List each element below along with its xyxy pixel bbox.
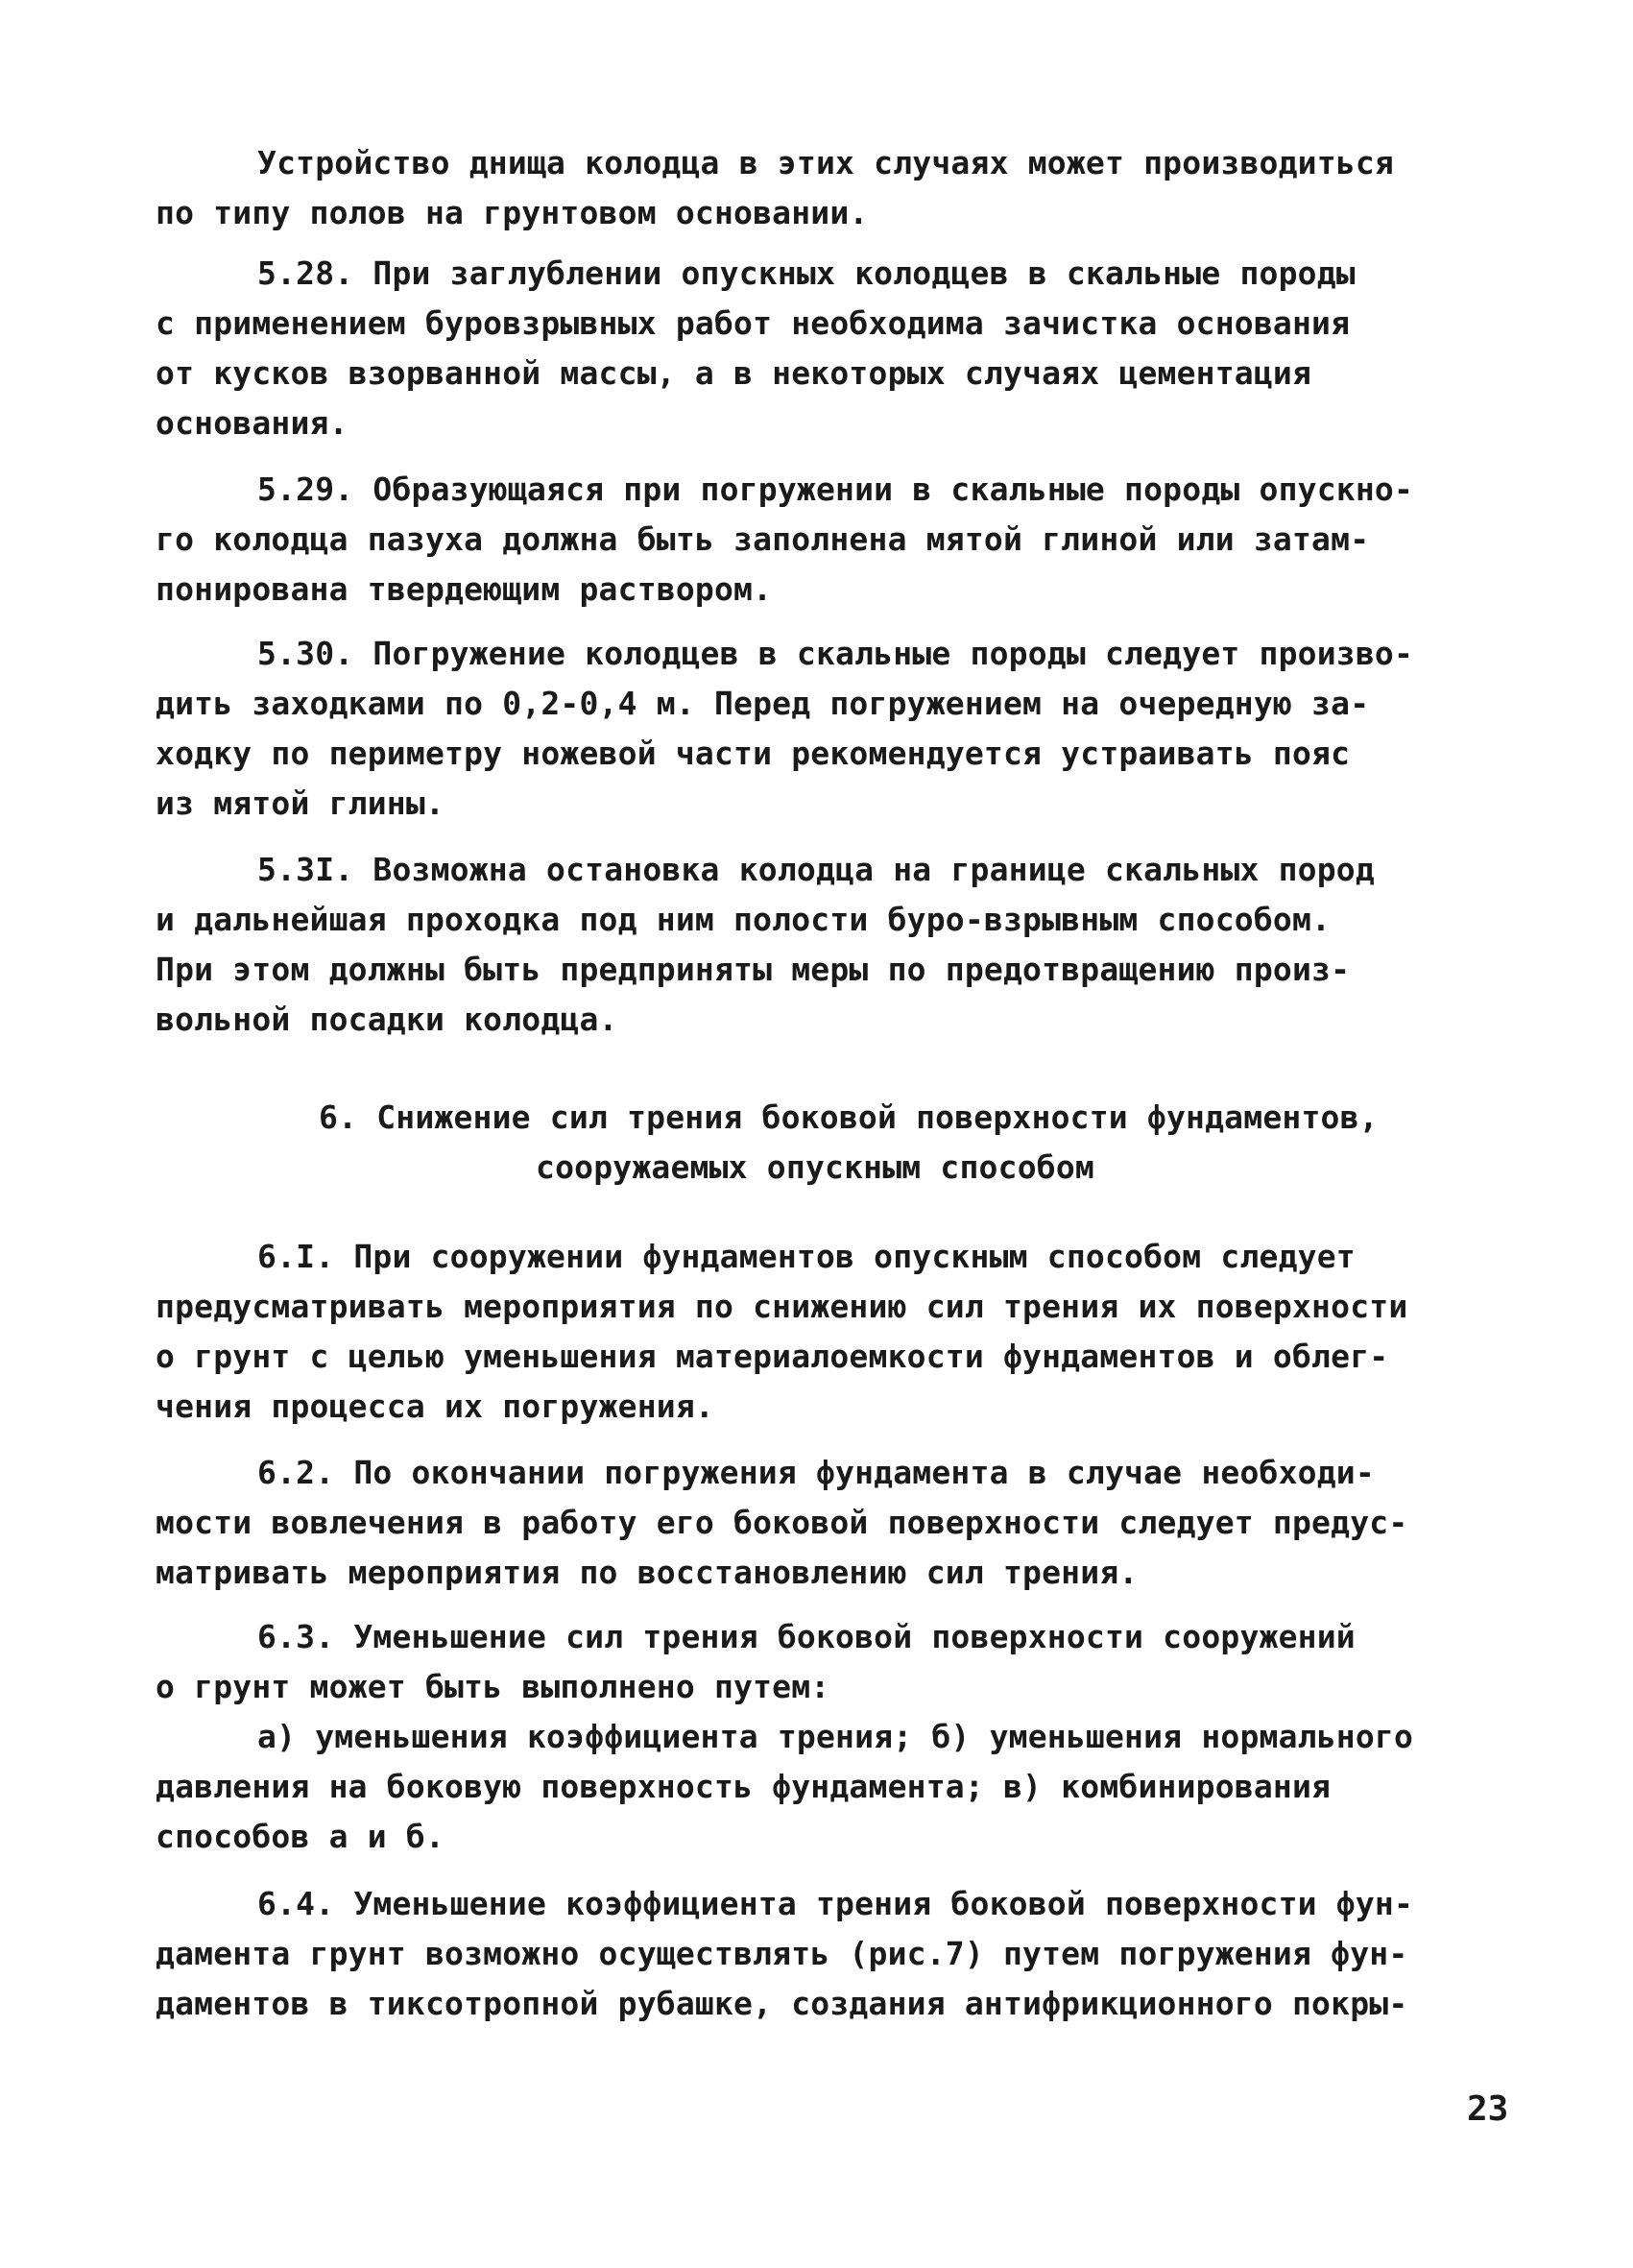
text-line: вольной посадки колодца.	[156, 1001, 618, 1038]
text-line: и дальнейшая проходка под ним полости буро-взрывным способом.	[156, 901, 1332, 938]
text-line: от кусков взорванной массы, а в некоторых случаях цементация	[156, 354, 1312, 392]
text-line: 5.29. Образующаяся при погружении в скальные породы опускно-	[257, 470, 1414, 508]
text-line: Устройство днища колодца в этих случаях может производиться	[257, 144, 1394, 181]
text-line: основания.	[156, 404, 348, 442]
text-line: способов а и б.	[156, 1818, 445, 1855]
text-line: чения процесса их погружения.	[156, 1387, 714, 1425]
paragraph-5-29	[156, 465, 1500, 615]
text-line: 6.I. При сооружении фундаментов опускным способом следует	[257, 1238, 1356, 1275]
text-line: по типу полов на грунтовом основании.	[156, 194, 869, 231]
paragraph-5-31	[156, 845, 1500, 1045]
text-line: мости вовлечения в работу его боковой поверхности следует предус-	[156, 1504, 1408, 1541]
paragraph-6-1	[156, 1232, 1500, 1432]
text-line: о грунт с целью уменьшения материалоемкости фундаментов и облег-	[156, 1338, 1389, 1375]
paragraph-6-3	[156, 1612, 1500, 1862]
paragraph-6-2	[156, 1448, 1500, 1598]
text-line: 5.28. При заглублении опускных колодцев в скальные породы	[257, 254, 1356, 292]
heading-line-2: сооружаемых опускным способом	[536, 1148, 1094, 1186]
paragraph-5-28	[156, 249, 1500, 448]
text-line: давления на боковую поверхность фундамента; в) комбинирования	[156, 1768, 1332, 1805]
paragraph-5-30	[156, 629, 1500, 829]
text-line: дить заходками по 0,2-0,4 м. Перед погружением на очередную за-	[156, 685, 1370, 722]
section-heading	[156, 1093, 1500, 1193]
page-number: 23	[1467, 2089, 1509, 2129]
heading-line-1: 6. Снижение сил трения боковой поверхности фундаментов,	[319, 1098, 1379, 1136]
text-line: ходку по периметру ножевой части рекомендуется устраивать пояс	[156, 735, 1351, 772]
text-line: 6.4. Уменьшение коэффициента трения боковой поверхности фун-	[257, 1885, 1414, 1922]
text-line: 6.3. Уменьшение сил трения боковой поверхности сооружений	[257, 1618, 1356, 1655]
paragraph-continuation	[156, 138, 1500, 238]
text-line: дамента грунт возможно осуществлять (рис.7) путем погружения фун-	[156, 1935, 1408, 1972]
text-line: предусматривать мероприятия по снижению сил трения их поверхности	[156, 1288, 1408, 1325]
text-line: 5.3I. Возможна остановка колодца на границе скальных пород	[257, 851, 1375, 888]
text-line: о грунт может быть выполнено путем:	[156, 1668, 830, 1705]
text-line: го колодца пазуха должна быть заполнена мятой глиной или затам-	[156, 520, 1370, 558]
text-line: из мятой глины.	[156, 784, 445, 822]
text-line: даментов в тиксотропной рубашке, создания антифрикционного покры-	[156, 1985, 1408, 2022]
text-line: матривать мероприятия по восстановлению сил трения.	[156, 1554, 1139, 1591]
text-line: а) уменьшения коэффициента трения; б) уменьшения нормального	[257, 1718, 1414, 1755]
text-line: с применением буровзрывных работ необходима зачистка основания	[156, 304, 1351, 342]
text-line: понирована твердеющим раствором.	[156, 570, 773, 608]
text-line: При этом должны быть предприняты меры по предотвращению произ-	[156, 951, 1351, 988]
text-line: 5.30. Погружение колодцев в скальные породы следует произво-	[257, 635, 1414, 672]
paragraph-6-4	[156, 1879, 1500, 2029]
text-line: 6.2. По окончании погружения фундамента в случае необходи-	[257, 1454, 1375, 1491]
